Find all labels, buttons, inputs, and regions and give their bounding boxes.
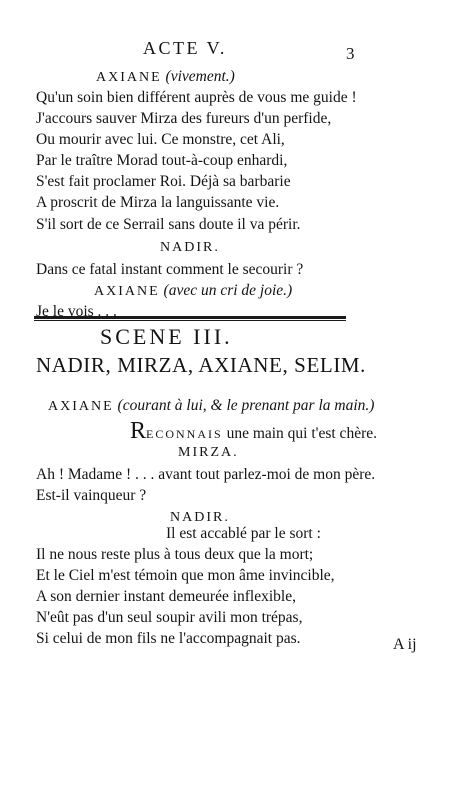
section-rule xyxy=(34,316,346,321)
verse-line: Il ne nous reste plus à tous deux que la mort; xyxy=(36,546,314,563)
scene-title: SCENE III. xyxy=(100,324,233,349)
stage-direction: (courant à lui, & le prenant par la main.) xyxy=(117,397,375,414)
verse-line: Je le vois . . . xyxy=(36,303,117,320)
verse-line: S'il sort de ce Serrail sans doute il va périr. xyxy=(36,216,301,233)
speaker-name: NADIR. xyxy=(160,240,220,255)
verse-rest: une main qui t'est chère. xyxy=(222,425,377,442)
verse-line-dropcap xyxy=(130,418,377,445)
verse-line: Ah ! Madame ! . . . avant tout parlez-moi de mon père. xyxy=(36,466,376,483)
verse-line: Qu'un soin bien différent auprès de vous me guide ! xyxy=(36,89,357,106)
speaker-name: AXIANE xyxy=(96,70,162,85)
verse-line: S'est fait proclamer Roi. Déjà sa barbarie xyxy=(36,173,291,190)
drop-cap: R xyxy=(130,418,147,444)
verse-line: Est-il vainqueur ? xyxy=(36,487,147,504)
page-number: 3 xyxy=(346,44,355,63)
verse-line: Par le traître Morad tout-à-coup enhardi, xyxy=(36,152,288,169)
speaker-name: AXIANE xyxy=(94,284,160,299)
speaker-line-axiane-1 xyxy=(96,68,235,86)
verse-line: Et le Ciel m'est témoin que mon âme invincible, xyxy=(36,567,335,584)
verse-line: A son dernier instant demeurée inflexible, xyxy=(36,588,296,605)
verse-line: Dans ce fatal instant comment le secourir ? xyxy=(36,261,304,278)
stage-direction: (vivement.) xyxy=(165,68,235,85)
verse-line: N'eût pas d'un seul soupir avili mon trépas, xyxy=(36,609,303,626)
stage-direction: (avec un cri de joie.) xyxy=(163,282,293,299)
verse-line: J'accours sauver Mirza des fureurs d'un perfide, xyxy=(36,110,332,127)
verse-line: Si celui de mon fils ne l'accompagnait pas. xyxy=(36,630,301,647)
speaker-name: MIRZA. xyxy=(178,445,239,460)
small-caps-word: ECONNAIS xyxy=(146,427,223,441)
act-heading: ACTE V. xyxy=(143,38,227,58)
verse-line: Ou mourir avec lui. Ce monstre, cet Ali, xyxy=(36,131,285,148)
speaker-name: AXIANE xyxy=(48,399,114,414)
verse-line: Il est accablé par le sort : xyxy=(166,525,321,542)
scene-characters: NADIR, MIRZA, AXIANE, SELIM. xyxy=(36,353,367,377)
signature-mark: A ij xyxy=(393,636,417,653)
verse-line: A proscrit de Mirza la languissante vie. xyxy=(36,194,280,211)
speaker-name: NADIR. xyxy=(170,510,230,525)
speaker-line-axiane-2 xyxy=(94,282,292,300)
speaker-line-axiane-3 xyxy=(48,397,374,415)
